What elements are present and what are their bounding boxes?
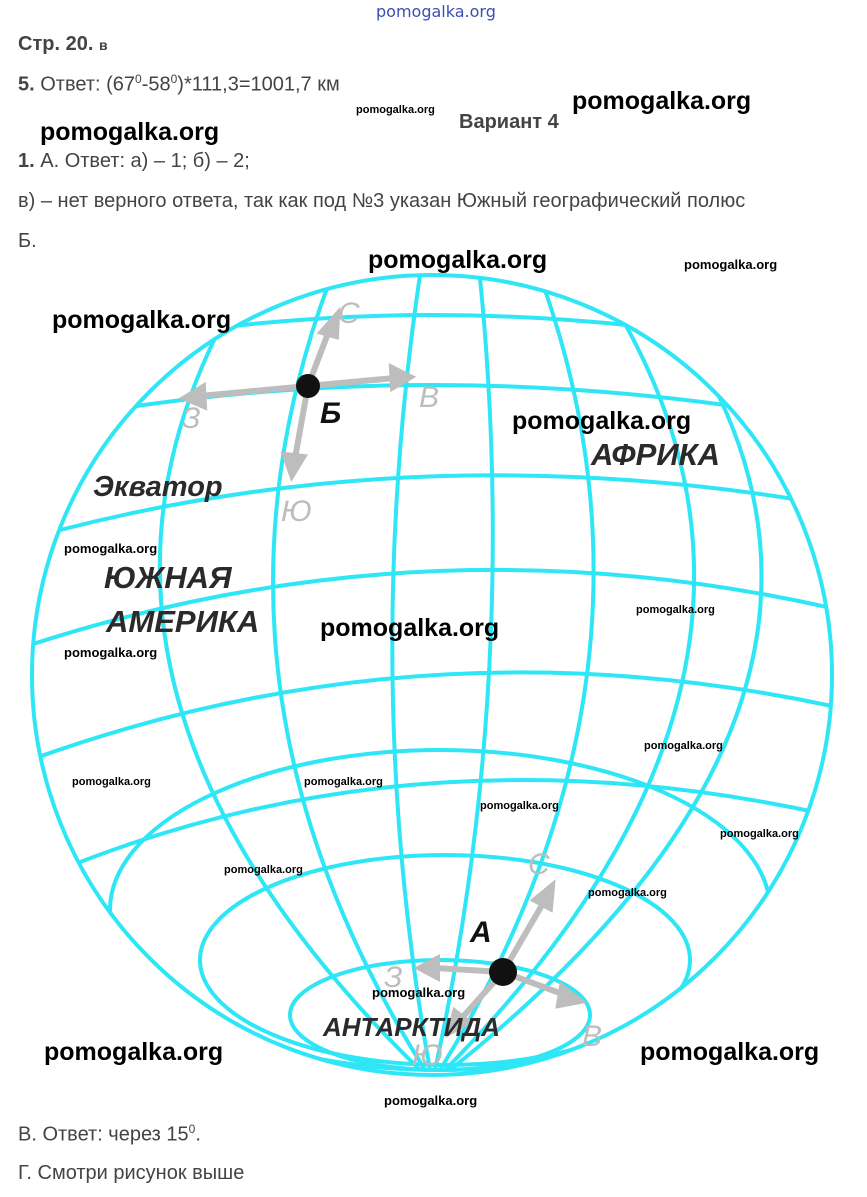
answer-5-sup1: 0 (135, 72, 142, 86)
watermark-21: pomogalka.org (640, 1038, 820, 1066)
item-1-text: А. Ответ: а) – 1; б) – 2; (40, 150, 250, 172)
watermark-16: pomogalka.org (720, 828, 799, 840)
point-a-dot (489, 958, 517, 986)
page-label-extra: ʙ (98, 37, 108, 53)
dir-east-a: В (582, 1020, 603, 1053)
arrow-north-a (535, 886, 552, 908)
dir-south-a: Ю (412, 1039, 443, 1072)
item-1-number: 1. (18, 150, 35, 172)
answer-v-sup: 0 (188, 1122, 196, 1136)
watermark-15: pomogalka.org (480, 800, 559, 812)
item-1-v: в) – нет верного ответа, так как под №3 указан Южный географический полюс (18, 190, 746, 212)
watermark-9: pomogalka.org (636, 604, 715, 616)
watermark-17: pomogalka.org (224, 864, 303, 876)
dir-east-b: В (419, 381, 440, 414)
top-watermark: pomogalka.org (376, 2, 496, 21)
label-south-america-1: ЮЖНАЯ (104, 560, 232, 595)
dir-north-b: С (338, 297, 360, 330)
arrow-south-b (285, 455, 303, 475)
answer-5-mid: -58 (141, 73, 171, 96)
answer-5-sup2: 0 (170, 72, 178, 86)
globe-figure (0, 260, 867, 1100)
watermark-4: pomogalka.org (368, 246, 548, 274)
label-equator: Экватор (93, 471, 223, 503)
watermark-10: pomogalka.org (320, 614, 500, 642)
watermark-11: pomogalka.org (64, 645, 158, 660)
label-antarctica: АНТАРКТИДА (323, 1012, 500, 1042)
label-point-a: А (470, 916, 492, 949)
arrow-east-a (559, 987, 580, 1005)
page-number: Стр. 20. (18, 33, 94, 55)
watermark-7: pomogalka.org (512, 407, 692, 435)
answer-5-post: )*111,3=1001,7 км (177, 73, 340, 96)
watermark-1: pomogalka.org (356, 104, 435, 116)
answer-v-pre: В. Ответ: через 15 (18, 1123, 189, 1146)
item-1-b: Б. (18, 230, 37, 252)
dir-west-a: З (384, 961, 403, 994)
watermark-12: pomogalka.org (644, 740, 723, 752)
label-south-america-2: АМЕРИКА (106, 604, 260, 639)
label-africa: АФРИКА (591, 437, 721, 472)
meridian-2 (273, 280, 425, 1070)
watermark-6: pomogalka.org (52, 306, 232, 334)
watermark-22: pomogalka.org (384, 1093, 478, 1108)
answer-g: Г. Смотри рисунок выше (18, 1162, 245, 1184)
answer-v (18, 1122, 201, 1147)
item-1 (18, 150, 250, 173)
parallel-5 (30, 672, 850, 760)
watermark-8: pomogalka.org (64, 541, 158, 556)
variant-heading: Вариант 4 (459, 111, 559, 133)
answer-5 (18, 72, 340, 97)
point-b-arrows (185, 315, 410, 475)
watermark-5: pomogalka.org (684, 257, 778, 272)
watermark-3: pomogalka.org (40, 118, 220, 146)
watermark-19: pomogalka.org (372, 985, 466, 1000)
watermark-2: pomogalka.org (572, 87, 752, 115)
page-label (18, 33, 108, 56)
point-b-dot (296, 374, 320, 398)
dir-south-b: Ю (281, 495, 312, 528)
dir-north-a: С (528, 848, 550, 881)
answer-5-pre: Ответ: (67 (40, 73, 136, 96)
answer-5-number: 5. (18, 73, 35, 96)
watermark-13: pomogalka.org (72, 776, 151, 788)
watermark-14: pomogalka.org (304, 776, 383, 788)
watermark-20: pomogalka.org (44, 1038, 224, 1066)
answer-v-post: . (195, 1123, 201, 1146)
watermark-18: pomogalka.org (588, 887, 667, 899)
parallel-1 (200, 315, 670, 330)
dir-west-b: З (182, 402, 201, 435)
label-point-b: Б (320, 397, 342, 430)
